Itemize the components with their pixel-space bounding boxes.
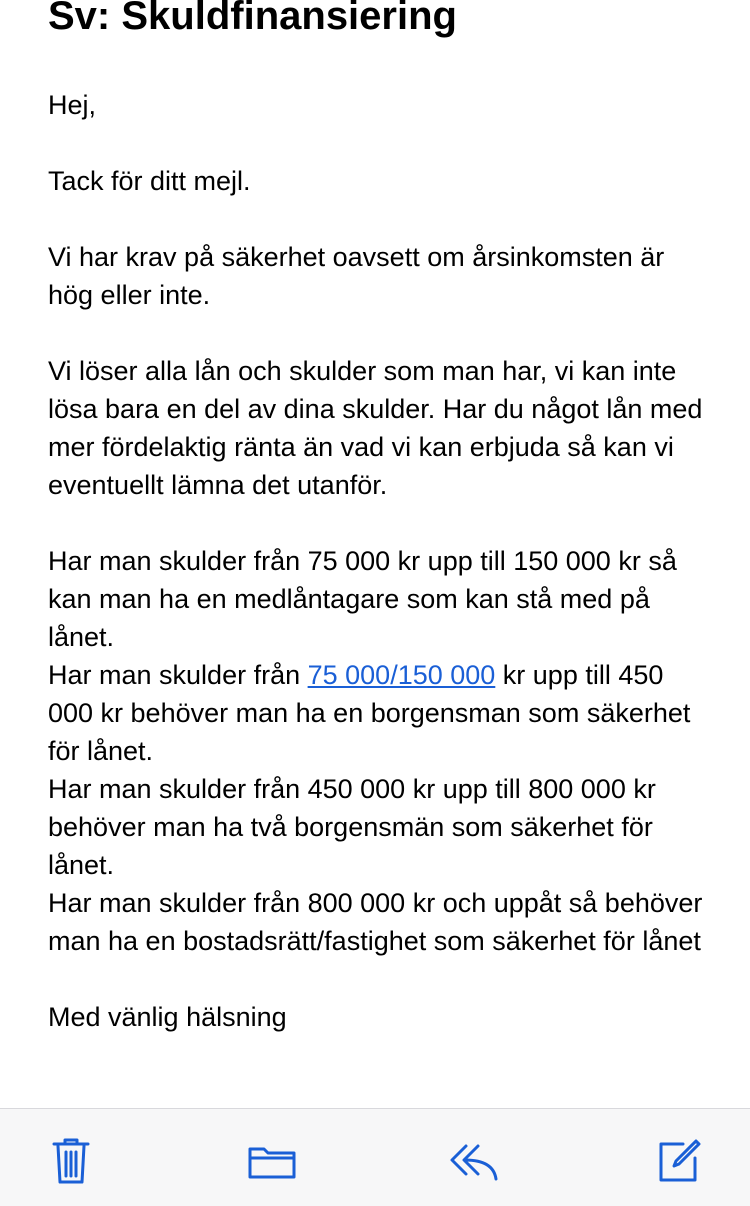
mail-body (48, 86, 708, 1074)
loans-paragraph: Vi löser alla lån och skulder som man har, vi kan inte lösa bara en del av dina skulder. Har du något lån med mer fördelaktig ränta än vad vi kan erbjuda så kan vi eventuellt lämna det utanför. (48, 356, 703, 500)
rule-guarantor-suffix: kr upp till 450 000 kr behöver man ha en borgensman som säkerhet för lånet. (48, 660, 691, 766)
thanks-line: Tack för ditt mejl. (48, 166, 251, 196)
amount-link[interactable]: 75 000/150 000 (307, 660, 496, 690)
move-to-folder-button[interactable] (245, 1133, 299, 1189)
rule-coborrower: Har man skulder från 75 000 kr upp till 150 000 kr så kan man ha en medlåntagare som kan stå med på lånet. (48, 546, 677, 652)
compose-icon (655, 1138, 701, 1184)
rule-property: Har man skulder från 800 000 kr och uppåt så behöver man ha en bostadsrätt/fastighet som säkerhet för lånet (48, 888, 703, 956)
rule-two-guarantors: Har man skulder från 450 000 kr upp till 800 000 kr behöver man ha två borgensmän som säkerhet för lånet. (48, 774, 656, 880)
compose-button[interactable] (652, 1133, 704, 1189)
reply-icon (448, 1139, 500, 1183)
greeting: Hej, (48, 90, 97, 120)
rule-guarantor (48, 656, 708, 770)
security-paragraph: Vi har krav på säkerhet oavsett om årsinkomsten är hög eller inte. (48, 242, 665, 310)
reply-button[interactable] (448, 1133, 500, 1189)
rule-guarantor-prefix: Har man skulder från (48, 660, 308, 690)
trash-icon (51, 1136, 91, 1186)
mail-subject: Sv: Skuldfinansiering (48, 0, 457, 38)
closing-line: Med vänlig hälsning (48, 1002, 287, 1032)
bottom-toolbar (0, 1108, 750, 1206)
folder-icon (247, 1141, 297, 1181)
delete-button[interactable] (45, 1133, 97, 1189)
